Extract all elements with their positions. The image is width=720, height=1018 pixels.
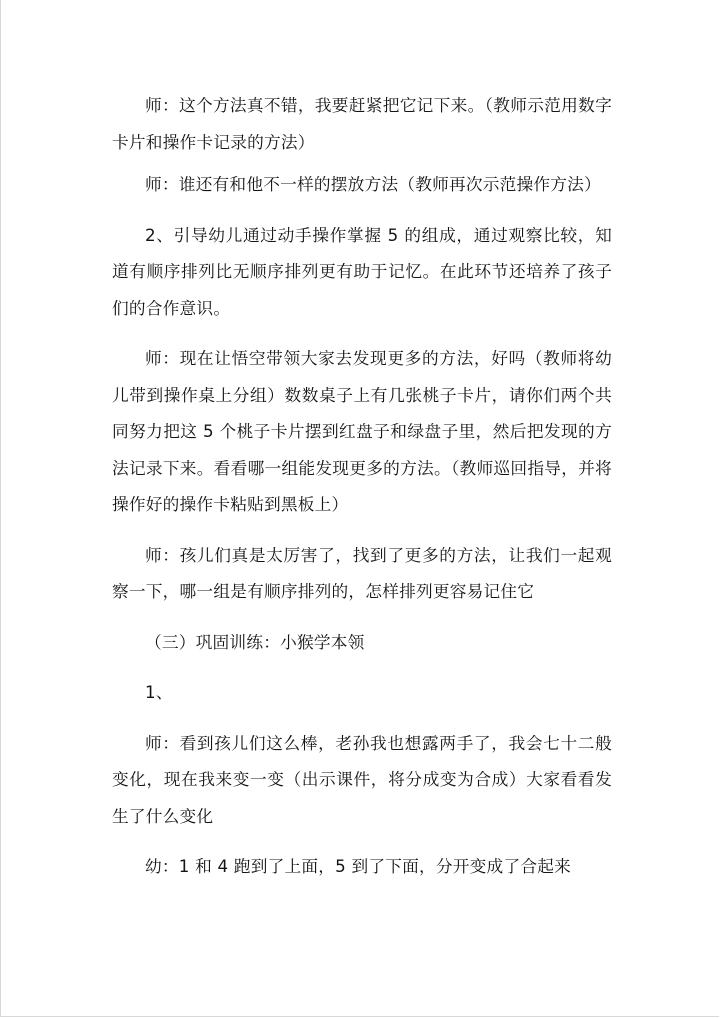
paragraph: 2、引导幼儿通过动手操作掌握 5 的组成，通过观察比较，知道有顺序排列比无顺序排列更有助于记忆。在此环节还培养了孩子们的合作意识。 <box>112 224 612 318</box>
paragraph: 师：现在让悟空带领大家去发现更多的方法，好吗（教师将幼儿带到操作桌上分组）数数桌子上有几张桃子卡片，请你们两个共同努力把这 5 个桃子卡片摆到红盘子和绿盘子里，然后把发现的方法记录下来。看看哪一组能发现更多的方法。（教师巡回指导，并将操作好的操作卡粘贴到黑板上） <box>112 348 612 514</box>
paragraph: 师：孩儿们真是太厉害了，找到了更多的方法，让我们一起观察一下，哪一组是有顺序排列的，怎样排列更容易记住它 <box>112 544 612 601</box>
document-body <box>112 87 612 885</box>
paragraph: 幼：1 和 4 跑到了上面，5 到了下面，分开变成了合起来 <box>145 856 571 876</box>
list-number: 1、 <box>145 682 173 702</box>
section-heading: （三）巩固训练：小猴学本领 <box>145 631 365 652</box>
paragraph: 师：看到孩儿们这么棒，老孙我也想露两手了，我会七十二般变化，现在我来变一变（出示课件，将分成变为合成）大家看看发生了什么变化 <box>112 732 612 826</box>
paragraph: 师：这个方法真不错，我要赶紧把它记下来。（教师示范用数字卡片和操作卡记录的方法） <box>112 95 612 152</box>
paragraph: 师：谁还有和他不一样的摆放方法（教师再次示范操作方法） <box>145 174 601 194</box>
